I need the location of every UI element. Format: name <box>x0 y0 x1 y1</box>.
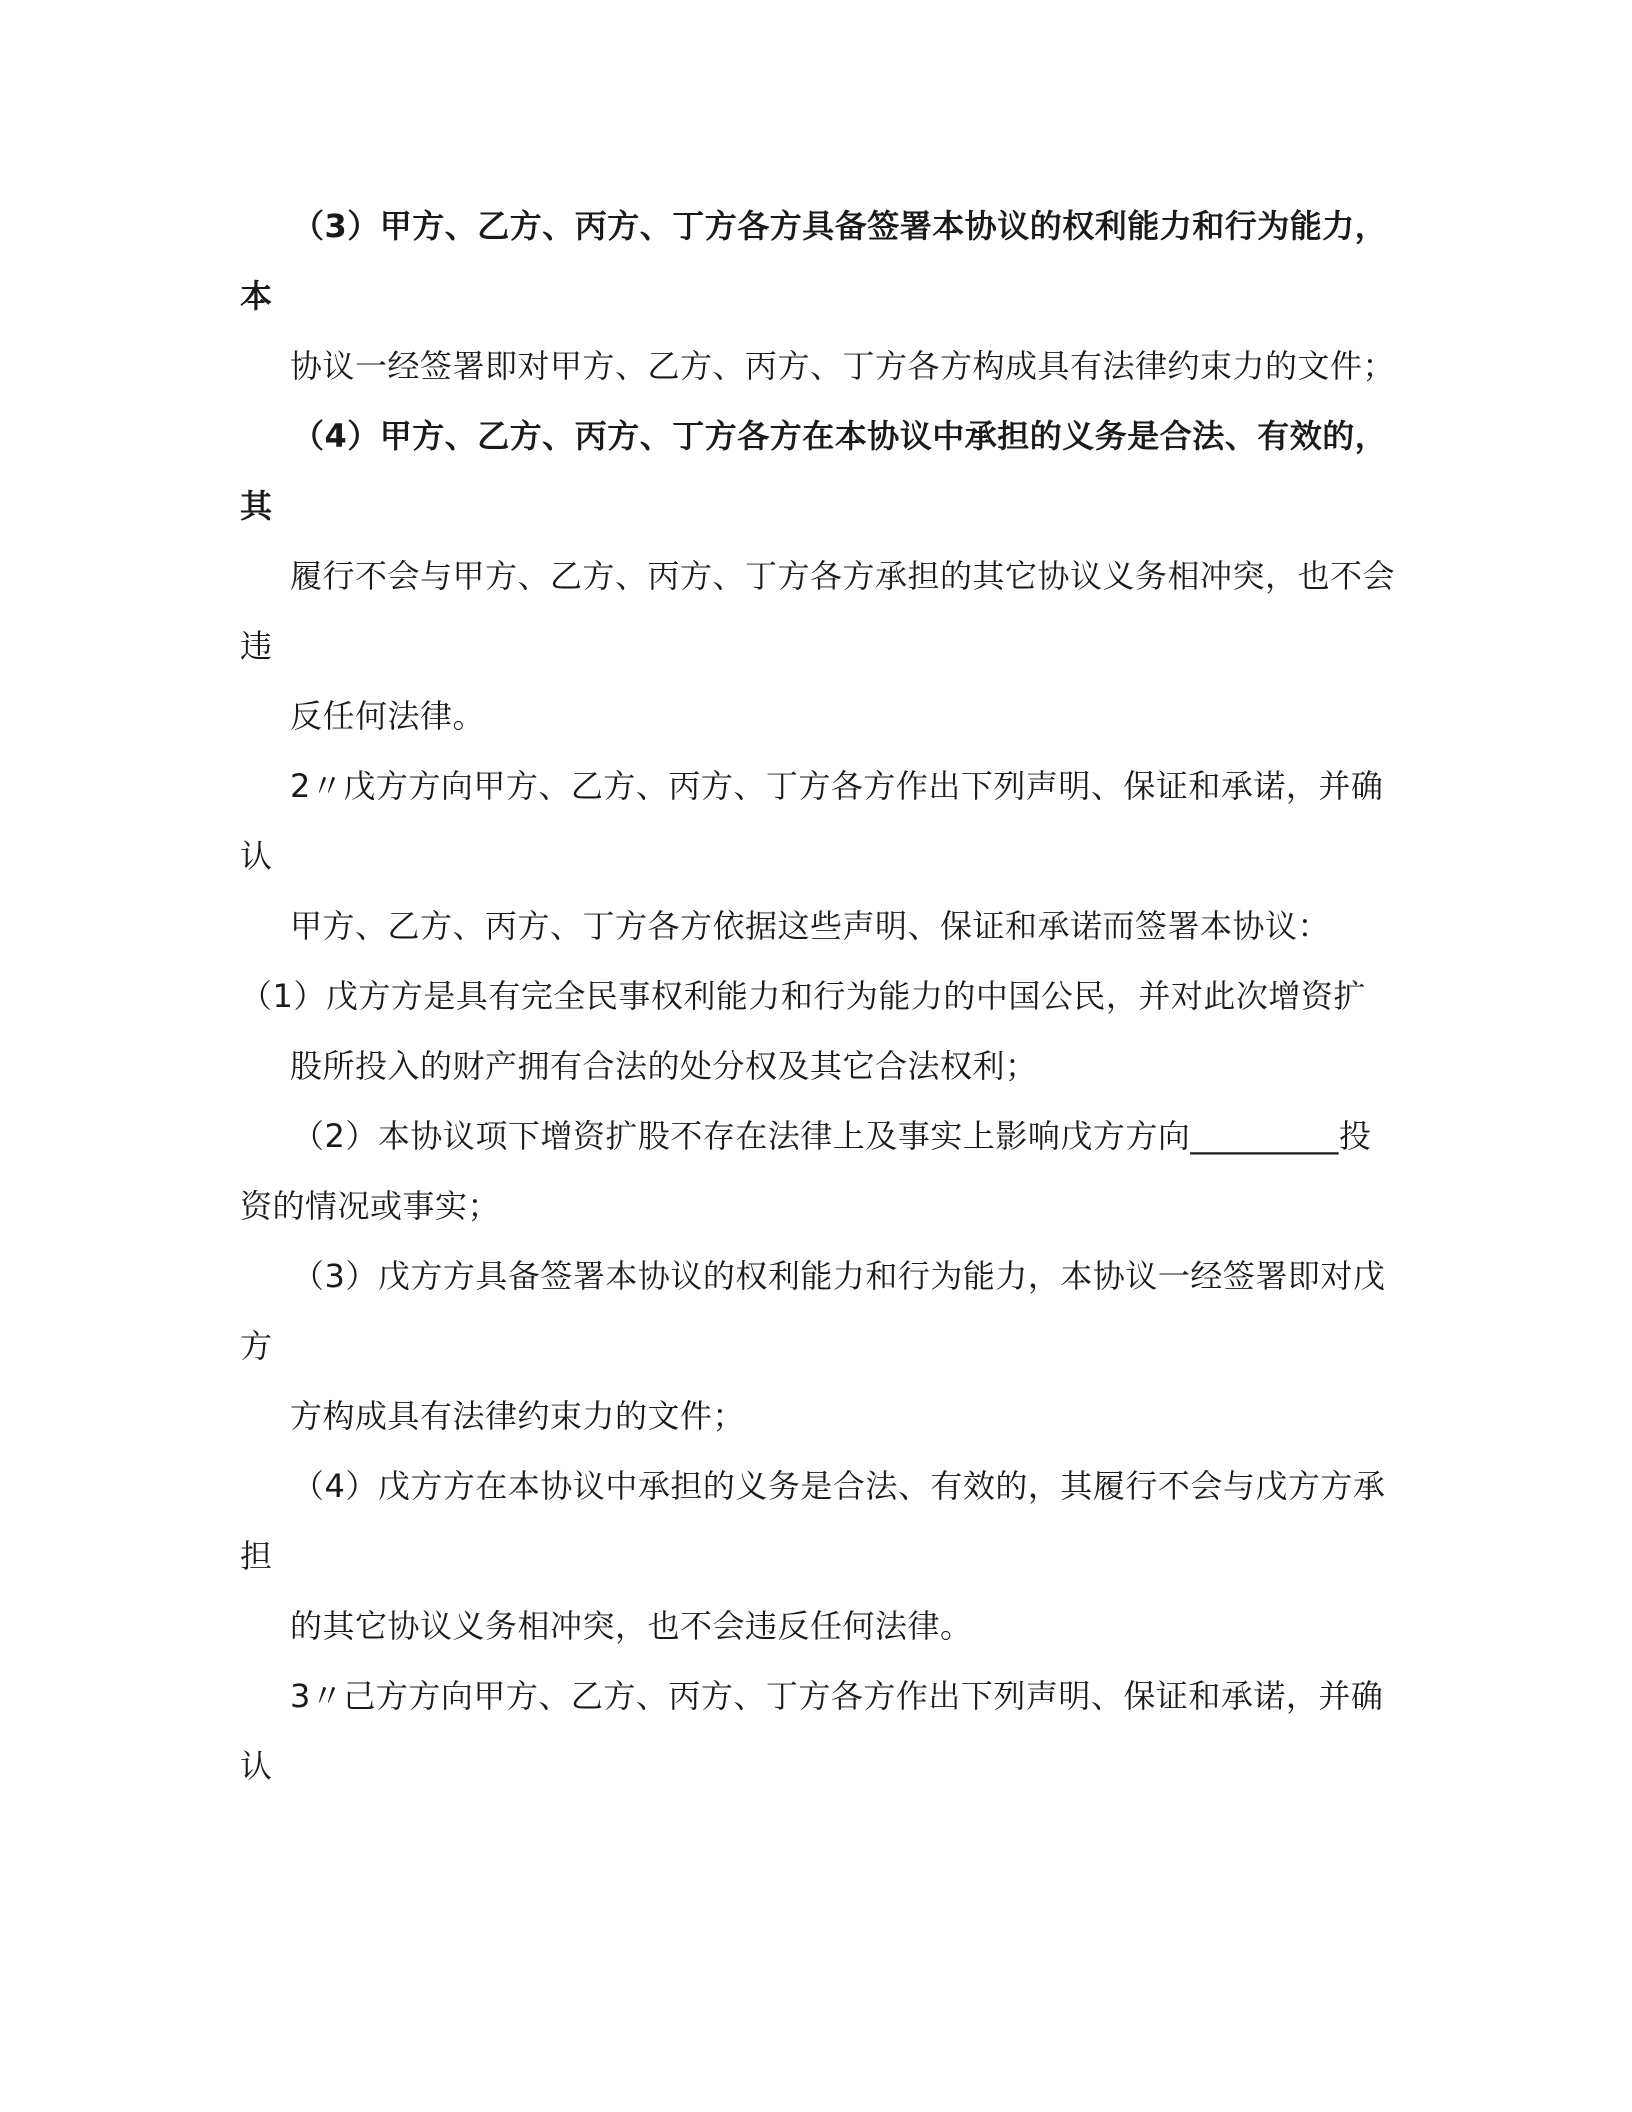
text-line: 的其它协议义务相冲突，也不会违反任何法律。 <box>290 1607 973 1645</box>
text-line: 认 <box>240 1747 273 1785</box>
text-line: （2）本协议项下增资扩股不存在法律上及事实上影响戊方方向_________投 <box>292 1117 1372 1155</box>
text-line: 协议一经签署即对甲方、乙方、丙方、丁方各方构成具有法律约束力的文件； <box>290 347 1396 385</box>
text-line: （3）甲方、乙方、丙方、丁方各方具备签署本协议的权利能力和行为能力， <box>292 207 1388 245</box>
text-line: 2〃戊方方向甲方、乙方、丙方、丁方各方作出下列声明、保证和承诺，并确 <box>290 767 1384 805</box>
text-line: 3〃己方方向甲方、乙方、丙方、丁方各方作出下列声明、保证和承诺，并确 <box>290 1677 1384 1715</box>
text-line: （4）戊方方在本协议中承担的义务是合法、有效的，其履行不会与戊方方承 <box>292 1467 1386 1505</box>
text-line: 履行不会与甲方、乙方、丙方、丁方各方承担的其它协议义务相冲突，也不会 <box>290 557 1396 595</box>
text-line: （1）戊方方是具有完全民事权利能力和行为能力的中国公民，并对此次增资扩 <box>240 977 1366 1015</box>
text-line: 方 <box>240 1327 273 1365</box>
text-line: 方构成具有法律约束力的文件； <box>290 1397 746 1435</box>
text-line: 其 <box>240 487 273 525</box>
text-line: 反任何法律。 <box>290 697 486 735</box>
text-line: 违 <box>240 627 273 665</box>
text-line: 资的情况或事实； <box>240 1187 501 1225</box>
text-line: 认 <box>240 837 273 875</box>
text-line: 本 <box>240 277 273 315</box>
text-line: 股所投入的财产拥有合法的处分权及其它合法权利； <box>290 1047 1038 1085</box>
text-line: 担 <box>240 1537 273 1575</box>
text-line: （3）戊方方具备签署本协议的权利能力和行为能力，本协议一经签署即对戊 <box>292 1257 1386 1295</box>
text-line: 甲方、乙方、丙方、丁方各方依据这些声明、保证和承诺而签署本协议： <box>290 907 1331 945</box>
text-line: （4）甲方、乙方、丙方、丁方各方在本协议中承担的义务是合法、有效的， <box>292 417 1388 455</box>
